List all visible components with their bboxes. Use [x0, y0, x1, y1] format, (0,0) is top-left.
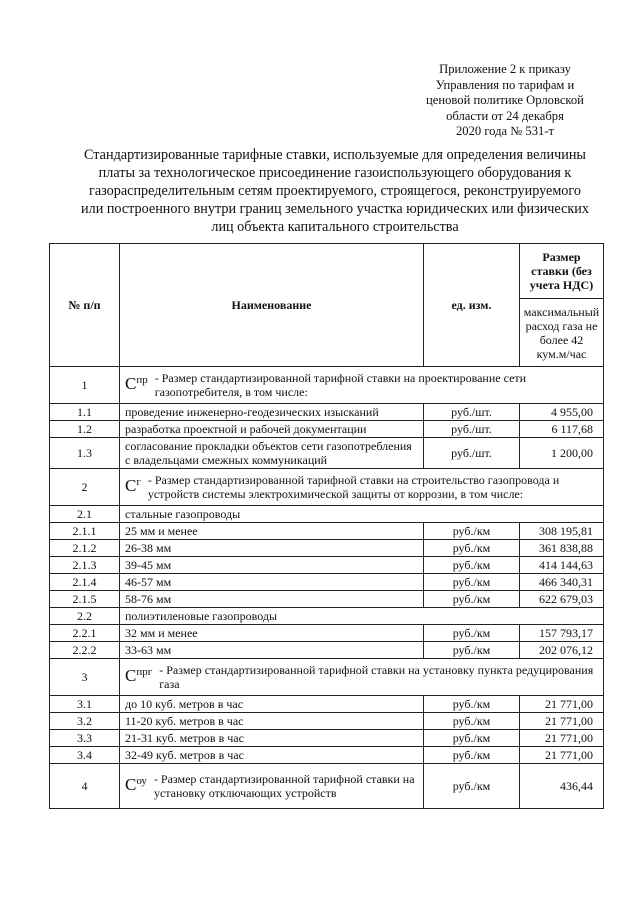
row-name: разработка проектной и рабочей документации: [120, 421, 424, 438]
document-title: [55, 146, 615, 236]
row-value: 21 771,00: [520, 696, 604, 713]
row-name: 21-31 куб. метров в час: [120, 730, 424, 747]
row-unit: руб./км: [424, 523, 520, 540]
row-name: 26-38 мм: [120, 540, 424, 557]
table-row: [50, 696, 604, 713]
rate-symbol-base: С: [125, 374, 137, 393]
row-num: 1.3: [50, 438, 120, 469]
rate-symbol-index: пр: [136, 374, 148, 386]
row-num: 2.2: [50, 608, 120, 625]
row-value: 466 340,31: [520, 574, 604, 591]
header-rate: Размер ставки (без учета НДС): [520, 244, 604, 299]
rate-symbol-base: С: [125, 775, 137, 794]
table-row: [50, 625, 604, 642]
row-name: 11-20 куб. метров в час: [120, 713, 424, 730]
row-name: 39-45 мм: [120, 557, 424, 574]
appendix-line: ценовой политике Орловской: [426, 93, 584, 107]
section-num: 4: [50, 764, 120, 809]
row-unit: руб./км: [424, 574, 520, 591]
section-cell: [120, 764, 424, 809]
row-value: 361 838,88: [520, 540, 604, 557]
section-text: - Размер стандартизированной тарифной ставки на проектирование сети газопотребителя, в том числе:: [154, 371, 527, 399]
tariff-table: [49, 243, 604, 809]
title-line: газораспределительным сетям проектируемого, строящегося, реконструируемого: [89, 183, 581, 199]
rate-symbol-index: г: [136, 476, 141, 488]
table-row: [50, 713, 604, 730]
table-row: [50, 421, 604, 438]
appendix-line: области от 24 декабря: [446, 108, 564, 123]
row-value: 202 076,12: [520, 642, 604, 659]
row-value: 157 793,17: [520, 625, 604, 642]
table-row: [50, 523, 604, 540]
row-value: 21 771,00: [520, 747, 604, 764]
row-value: 308 195,81: [520, 523, 604, 540]
table-row: [50, 540, 604, 557]
row-value: 6 117,68: [520, 421, 604, 438]
section-heading: [125, 371, 598, 399]
table-row: [50, 608, 604, 625]
row-name: 58-76 мм: [120, 591, 424, 608]
section-row: [50, 659, 604, 696]
row-unit: руб./км: [424, 730, 520, 747]
appendix-line: Приложение 2 к приказу: [439, 62, 571, 76]
appendix-line: 2020 года № 531-т: [455, 124, 555, 138]
table-row: [50, 574, 604, 591]
row-unit: руб./км: [424, 713, 520, 730]
row-value: 21 771,00: [520, 730, 604, 747]
row-name: стальные газопроводы: [120, 506, 604, 523]
table-row: [50, 506, 604, 523]
row-name: полиэтиленовые газопроводы: [120, 608, 604, 625]
row-value: 414 144,63: [520, 557, 604, 574]
row-value: 21 771,00: [520, 713, 604, 730]
section-cell: [120, 659, 604, 696]
row-num: 3.1: [50, 696, 120, 713]
section-num: 3: [50, 659, 120, 696]
row-num: 2.2.1: [50, 625, 120, 642]
section-cell: [120, 469, 604, 506]
row-num: 3.4: [50, 747, 120, 764]
section-cell: [120, 367, 604, 404]
row-unit: руб./км: [424, 747, 520, 764]
row-unit: руб./км: [424, 764, 520, 809]
row-unit: руб./км: [424, 625, 520, 642]
rate-symbol: [125, 473, 141, 495]
row-unit: руб./шт.: [424, 438, 520, 469]
row-name: до 10 куб. метров в час: [120, 696, 424, 713]
row-name: 32-49 куб. метров в час: [120, 747, 424, 764]
table-row: [50, 642, 604, 659]
row-value: 436,44: [520, 764, 604, 809]
table-row: [50, 438, 604, 469]
row-name: 46-57 мм: [120, 574, 424, 591]
section-num: 1: [50, 367, 120, 404]
table-row: [50, 591, 604, 608]
section-row: [50, 764, 604, 809]
row-unit: руб./км: [424, 591, 520, 608]
row-num: 2.1.3: [50, 557, 120, 574]
title-line: Стандартизированные тарифные ставки, используемые для определения величины: [84, 147, 586, 163]
row-value: 622 679,03: [520, 591, 604, 608]
rate-symbol: [125, 371, 148, 393]
rate-symbol-base: С: [125, 476, 137, 495]
row-num: 1.2: [50, 421, 120, 438]
section-text: - Размер стандартизированной тарифной ставки на установку отключающих устройств: [153, 772, 415, 800]
section-row: [50, 469, 604, 506]
rate-symbol-base: С: [125, 666, 137, 685]
row-num: 1.1: [50, 404, 120, 421]
row-name: согласование прокладки объектов сети газопотребления с владельцами смежных коммуникаций: [120, 438, 424, 469]
section-heading: [125, 772, 418, 800]
row-num: 2.2.2: [50, 642, 120, 659]
header-rate-sub: максимальный расход газа не более 42 кум.м/час: [520, 299, 604, 367]
row-value: 4 955,00: [520, 404, 604, 421]
row-num: 3.3: [50, 730, 120, 747]
row-num: 3.2: [50, 713, 120, 730]
row-num: 2.1: [50, 506, 120, 523]
rate-symbol-index: оу: [136, 775, 147, 787]
appendix-note: [410, 62, 600, 140]
row-name: 32 мм и менее: [120, 625, 424, 642]
section-text: - Размер стандартизированной тарифной ставки на строительство газопровода и устройств системы электрохимической защиты от коррозии, в том числе:: [147, 473, 560, 501]
header-unit: ед. изм.: [424, 244, 520, 367]
row-value: 1 200,00: [520, 438, 604, 469]
row-num: 2.1.2: [50, 540, 120, 557]
row-unit: руб./км: [424, 540, 520, 557]
title-line: или построенного внутри границ земельного участка юридических или физических: [81, 201, 589, 217]
row-unit: руб./шт.: [424, 421, 520, 438]
row-name: проведение инженерно-геодезических изысканий: [120, 404, 424, 421]
header-row: [50, 244, 604, 299]
table-row: [50, 557, 604, 574]
table-row: [50, 404, 604, 421]
row-num: 2.1.1: [50, 523, 120, 540]
row-name: 25 мм и менее: [120, 523, 424, 540]
row-num: 2.1.4: [50, 574, 120, 591]
header-num: № п/п: [50, 244, 120, 367]
rate-symbol-index: прг: [136, 666, 153, 678]
rate-symbol: [125, 772, 147, 794]
section-row: [50, 367, 604, 404]
title-line: лиц объекта капитального строительства: [211, 219, 459, 235]
rate-symbol: [125, 663, 152, 685]
section-text: - Размер стандартизированной тарифной ставки на установку пункта редуцирования газа: [159, 663, 594, 691]
section-heading: [125, 663, 598, 691]
row-unit: руб./км: [424, 557, 520, 574]
title-line: платы за технологическое присоединение газоиспользующего оборудования к: [98, 165, 572, 181]
appendix-line: Управления по тарифам и: [435, 77, 575, 92]
table-row: [50, 730, 604, 747]
row-num: 2.1.5: [50, 591, 120, 608]
row-name: 33-63 мм: [120, 642, 424, 659]
row-unit: руб./шт.: [424, 404, 520, 421]
table-row: [50, 747, 604, 764]
header-name: Наименование: [120, 244, 424, 367]
row-unit: руб./км: [424, 696, 520, 713]
section-heading: [125, 473, 598, 501]
section-num: 2: [50, 469, 120, 506]
row-unit: руб./км: [424, 642, 520, 659]
